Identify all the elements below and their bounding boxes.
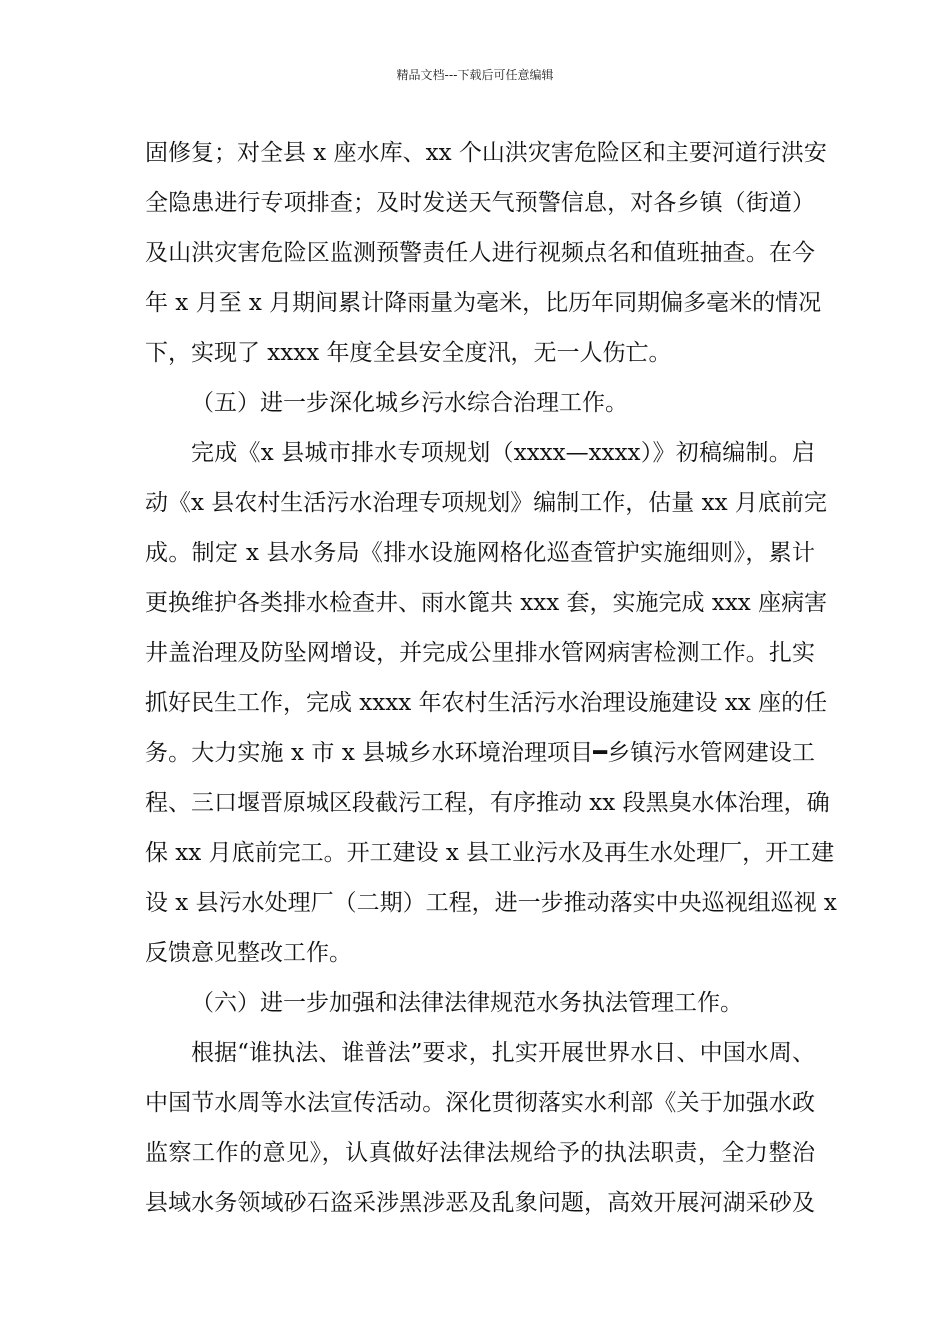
text-line: 井盖治理及防坠网增设，并完成公里排水管网病害检测工作。扎实 <box>145 640 815 666</box>
text-line: 监察工作的意见》，认真做好法律法规给予的执法职责，全力整治 <box>145 1140 815 1166</box>
text-line: 县域水务领域砂石盗采涉黑涉恶及乱象问题，高效开展河湖采砂及 <box>145 1190 815 1216</box>
text-line: 固修复；对全县 x 座水库、xx 个山洪灾害危险区和主要河道行洪安 <box>145 140 827 166</box>
page-header: 精品文档---下载后可任意编辑 <box>396 68 554 82</box>
section-heading: （六）进一步加强和法律法律规范水务执法管理工作。 <box>191 990 743 1016</box>
text-line: 下，实现了 xxxx 年度全县安全度汛，无一人伤亡。 <box>145 340 672 366</box>
text-line: 中国节水周等水法宣传活动。深化贯彻落实水利部《关于加强水政 <box>145 1090 815 1116</box>
text-line: 根据“谁执法、谁普法”要求，扎实开展世界水日、中国水周、 <box>191 1040 815 1066</box>
text-line: 设 x 县污水处理厂（二期）工程，进一步推动落实中央巡视组巡视 x <box>145 890 837 916</box>
text-line: 成。制定 x 县水务局《排水设施网格化巡查管护实施细则》，累计 <box>145 540 815 566</box>
text-line: 更换维护各类排水检查井、雨水篦共 xxx 套，实施完成 xxx 座病害 <box>145 590 828 616</box>
text-line: 动《x 县农村生活污水治理专项规划》编制工作，估量 xx 月底前完 <box>145 490 827 516</box>
section-heading: （五）进一步深化城乡污水综合治理工作。 <box>191 390 628 416</box>
text-line: 完成《x 县城市排水专项规划（xxxx—xxxx）》初稿编制。启 <box>191 440 815 466</box>
text-line: 务。大力实施 x 市 x 县城乡水环境治理项目━乡镇污水管网建设工 <box>145 740 815 766</box>
text-line: 程、三口堰晋原城区段截污工程，有序推动 xx 段黑臭水体治理，确 <box>145 790 830 816</box>
document-body <box>145 128 837 1228</box>
text-line: 及山洪灾害危险区监测预警责任人进行视频点名和值班抽查。在今 <box>145 240 815 266</box>
text-line: 年 x 月至 x 月期间累计降雨量为毫米，比历年同期偏多毫米的情况 <box>145 290 822 316</box>
text-line: 全隐患进行专项排查；及时发送天气预警信息，对各乡镇（街道） <box>145 190 815 216</box>
text-line: 保 xx 月底前完工。开工建设 x 县工业污水及再生水处理厂，开工建 <box>145 840 835 866</box>
text-line: 反馈意见整改工作。 <box>145 940 352 966</box>
text-line: 抓好民生工作，完成 xxxx 年农村生活污水治理设施建设 xx 座的任 <box>145 690 828 716</box>
